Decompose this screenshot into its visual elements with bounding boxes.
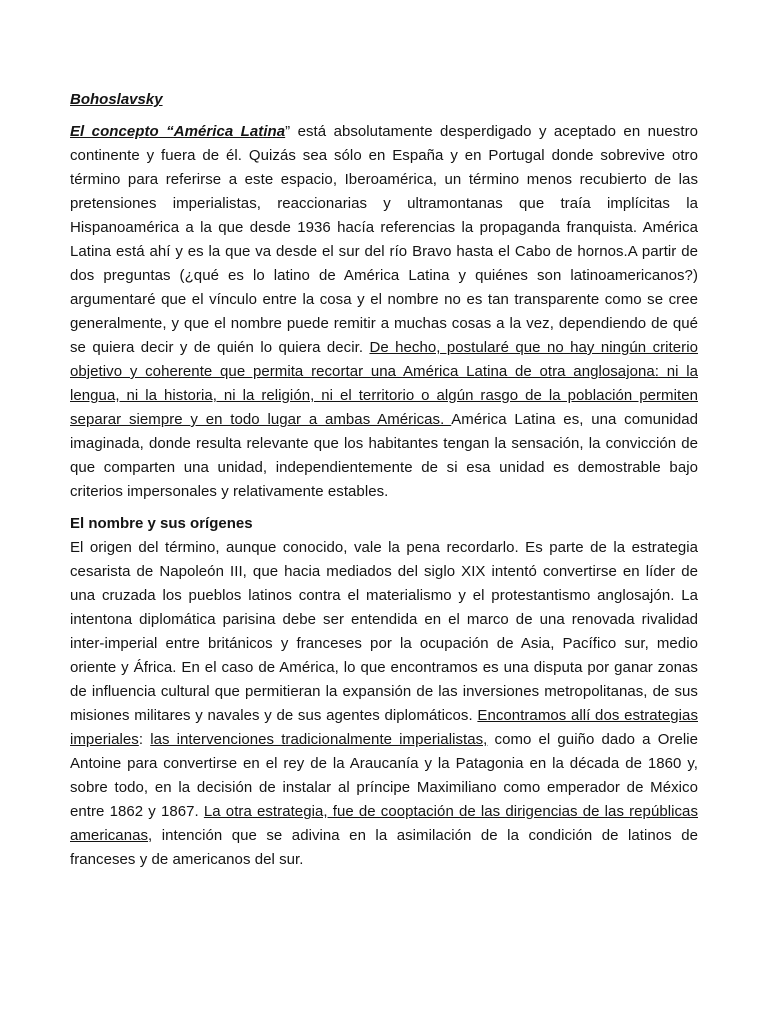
- paragraph-text: como el guiño dado a Orelie Antoine para convertirse en el rey de la Araucanía y la Patagonia en la década de 1860 y, sobre todo, en la decisión de instalar al príncipe Maximiliano como emperador de México entre 1862 y 1867.: [70, 731, 698, 820]
- section-heading: El nombre y sus orígenes: [70, 515, 253, 532]
- paragraph-text: América Latina es, una comunidad imaginada, donde resulta relevante que los habitantes tengan la sensación, la convicción de que comparten una unidad, independientemente de si esa unidad es demostrable bajo criterios impersonales y relativamente estables.: [70, 411, 698, 500]
- paragraph-text: El origen del término, aunque conocido, vale la pena recordarlo. Es parte de la estrategia cesarista de Napoleón III, que hacia mediados del siglo XIX intentó convertirse en líder de una cruzada los pueblos latinos contra el materialismo y el protestantismo anglosajón. La intentona diplomática parisina debe ser entendida en el marco de una renovada rivalidad inter-imperial entre británicos y franceses por la ocupación de Asia, Pacífico sur, medio oriente y África. En el caso de América, lo que encontramos es una disputa por ganar zonas de influencia cultural que permitieran la expansión de las inversiones metropolitanas, de sus misiones militares y navales y de sus agentes diplomáticos.: [70, 539, 698, 724]
- underlined-passage: Encontramos allí dos estrategias imperiales: [70, 707, 698, 748]
- underlined-passage: De hecho, postularé que no hay ningún criterio objetivo y coherente que permita recortar una América Latina de otra anglosajona: ni la lengua, ni la historia, ni la religión, ni el territorio o algún rasgo de la población permiten separar siempre y en todo lugar a ambas Américas.: [70, 339, 698, 428]
- paragraph-text: , intención que se adivina en la asimilación de la condición de latinos de franceses y de americanos del sur.: [70, 827, 698, 868]
- paragraph-text: :: [138, 731, 151, 748]
- paragraph-origins: [70, 536, 698, 872]
- concept-lead: El concepto “América Latina: [70, 123, 286, 140]
- document-title: Bohoslavsky: [70, 91, 163, 108]
- document-page: [70, 88, 698, 872]
- underlined-passage: La otra estrategia, fue de cooptación de las dirigencias de las repúblicas americanas: [70, 803, 698, 844]
- paragraph-text: ” está absolutamente desperdigado y aceptado en nuestro continente y fuera de él. Quizás sea sólo en España y en Portugal donde sobrevive otro término para referirse a este espacio, Iberoamérica, un término menos recubierto de las pretensiones imperialistas, reaccionarias y ultramontanas que traía implícitas la Hispanoamérica a la que desde 1936 hacía referencias la propaganda franquista. América Latina está ahí y es la que va desde el sur del río Bravo hasta el Cabo de hornos.A partir de dos preguntas (¿qué es lo latino de América Latina y quiénes son latinoamericanos?) argumentaré que el vínculo entre la cosa y el nombre no es tan transparente como se cree generalmente, y que el nombre puede remitir a muchas cosas a la vez, dependiendo de qué se quiera decir y de quién lo quiera decir.: [70, 123, 699, 356]
- underlined-passage: las intervenciones tradicionalmente imperialistas,: [150, 731, 488, 748]
- paragraph-concept: [70, 120, 698, 504]
